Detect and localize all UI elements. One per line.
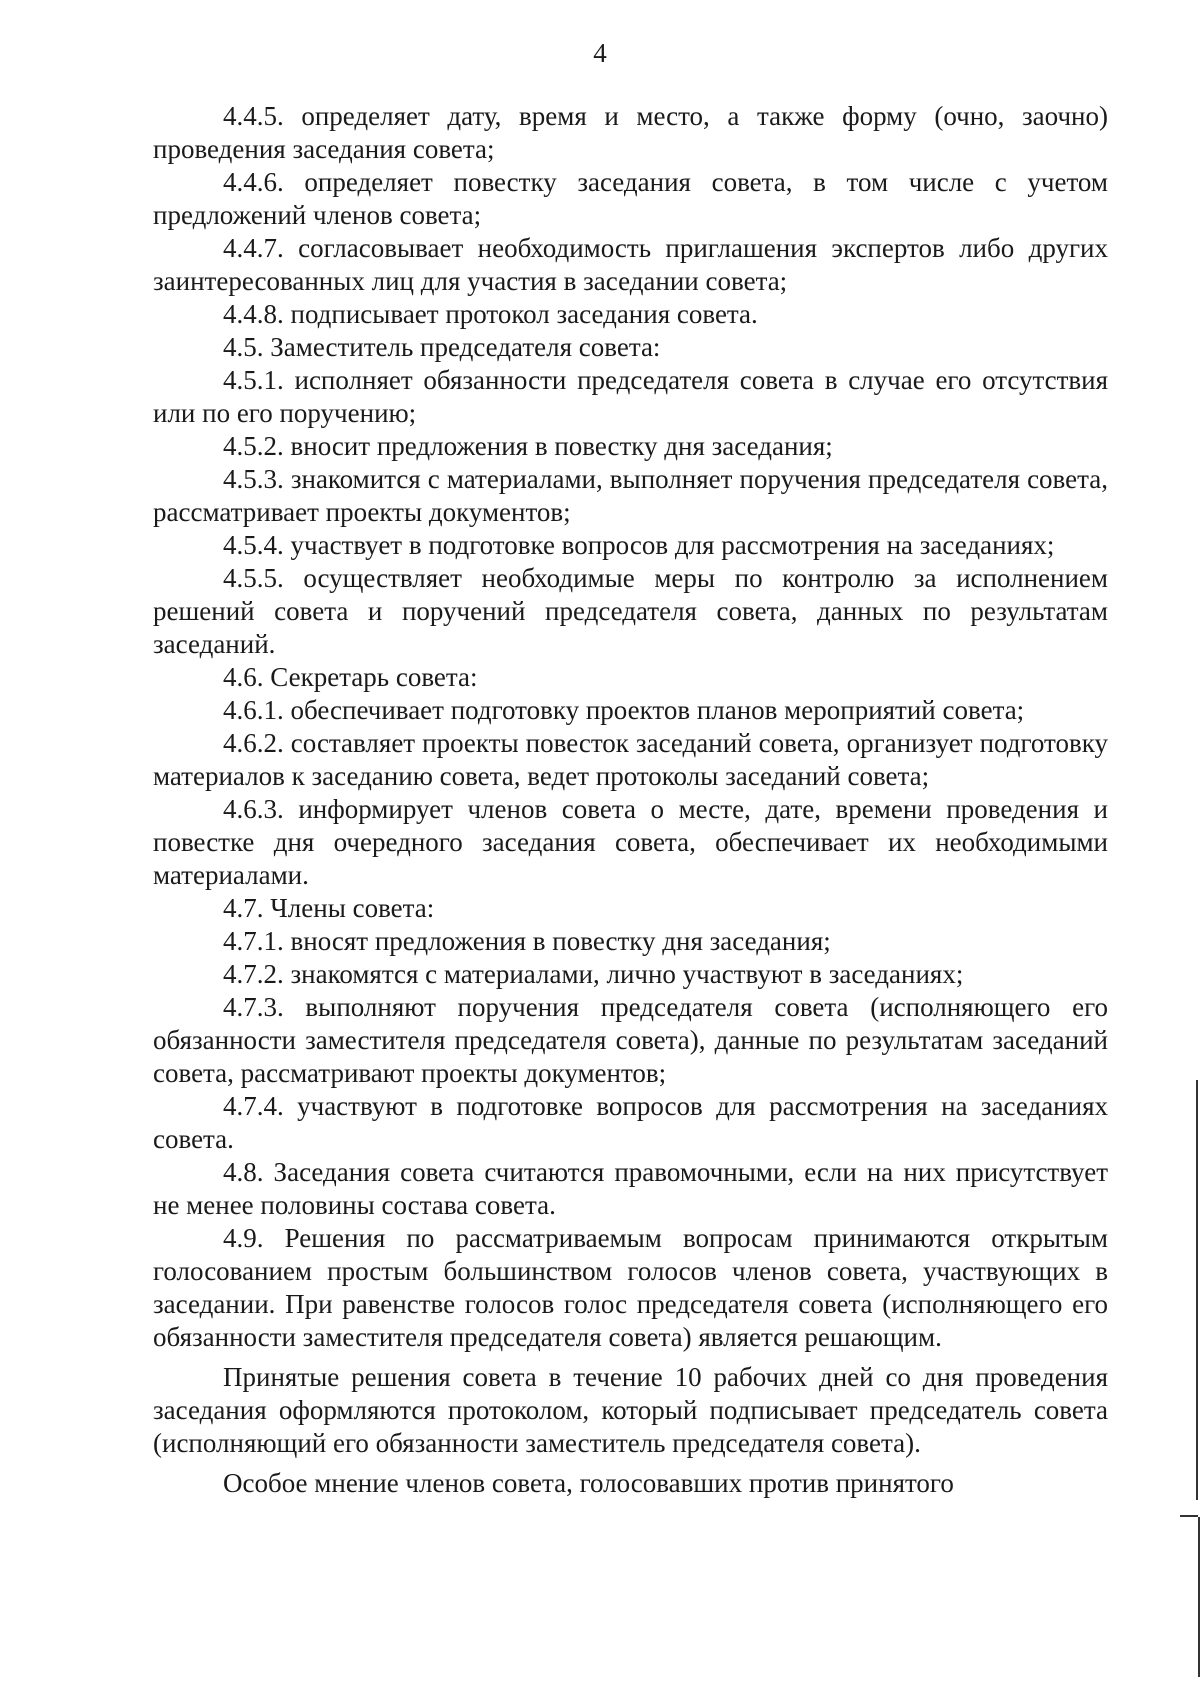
page-number: 4 bbox=[593, 38, 607, 68]
paragraph-4-5-5: 4.5.5. осуществляет необходимые меры по контролю за исполнением решений совета и поручений председателя совета, данных по результатам заседаний. bbox=[153, 563, 1108, 659]
document-body bbox=[153, 100, 1108, 1500]
paragraph-4-5-3: 4.5.3. знакомится с материалами, выполняет поручения председателя совета, рассматривает проекты документов; bbox=[153, 464, 1108, 527]
paragraph-4-9: 4.9. Решения по рассматриваемым вопросам принимаются открытым голосованием простым большинством голосов членов совета, участвующих в заседании. При равенстве голосов голос председателя совета (исполняющего его обязанности заместителя председателя совета) является решающим. bbox=[153, 1223, 1108, 1352]
heading-4-6-secretary: 4.6. Секретарь совета: bbox=[223, 662, 478, 692]
paragraph-4-5-2: 4.5.2. вносит предложения в повестку дня заседания; bbox=[223, 431, 833, 461]
paragraph-4-4-5: 4.4.5. определяет дату, время и место, а также форму (очно, заочно) проведения заседания совета; bbox=[153, 101, 1108, 164]
scan-edge-tick bbox=[1180, 1515, 1198, 1517]
paragraph-4-7-1: 4.7.1. вносят предложения в повестку дня заседания; bbox=[223, 926, 831, 956]
heading-4-5-deputy-chairman: 4.5. Заместитель председателя совета: bbox=[223, 332, 661, 362]
paragraph-4-6-2: 4.6.2. составляет проекты повесток заседаний совета, организует подготовку материалов к заседанию совета, ведет протоколы заседаний совета; bbox=[153, 728, 1108, 791]
paragraph-4-5-1: 4.5.1. исполняет обязанности председателя совета в случае его отсутствия или по его поручению; bbox=[153, 365, 1108, 428]
paragraph-4-4-6: 4.4.6. определяет повестку заседания совета, в том числе с учетом предложений членов совета; bbox=[153, 167, 1108, 230]
paragraph-decisions-protocol: Принятые решения совета в течение 10 рабочих дней со дня проведения заседания оформляются протоколом, который подписывает председатель совета (исполняющий его обязанности заместитель председателя совета). bbox=[153, 1362, 1108, 1458]
paragraph-4-4-8: 4.4.8. подписывает протокол заседания совета. bbox=[223, 299, 758, 329]
paragraph-4-6-3: 4.6.3. информирует членов совета о месте, дате, времени проведения и повестке дня очередного заседания совета, обеспечивает их необходимыми материалами. bbox=[153, 794, 1108, 890]
paragraph-4-8: 4.8. Заседания совета считаются правомочными, если на них присутствует не менее половины состава совета. bbox=[153, 1157, 1108, 1220]
paragraph-4-7-4: 4.7.4. участвуют в подготовке вопросов для рассмотрения на заседаниях совета. bbox=[153, 1091, 1108, 1154]
heading-4-7-members: 4.7. Члены совета: bbox=[223, 893, 435, 923]
paragraph-4-4-7: 4.4.7. согласовывает необходимость приглашения экспертов либо других заинтересованных лиц для участия в заседании совета; bbox=[153, 233, 1108, 296]
paragraph-4-7-3: 4.7.3. выполняют поручения председателя совета (исполняющего его обязанности заместителя председателя совета), данные по результатам заседаний совета, рассматривают проекты документов; bbox=[153, 992, 1108, 1088]
paragraph-4-6-1: 4.6.1. обеспечивает подготовку проектов планов мероприятий совета; bbox=[223, 695, 1025, 725]
paragraph-4-5-4: 4.5.4. участвует в подготовке вопросов для рассмотрения на заседаниях; bbox=[223, 530, 1055, 560]
scan-edge-line bbox=[1196, 1080, 1198, 1500]
paragraph-4-7-2: 4.7.2. знакомятся с материалами, лично участвуют в заседаниях; bbox=[223, 959, 964, 989]
paragraph-dissenting-opinion: Особое мнение членов совета, голосовавших против принятого bbox=[223, 1468, 954, 1498]
